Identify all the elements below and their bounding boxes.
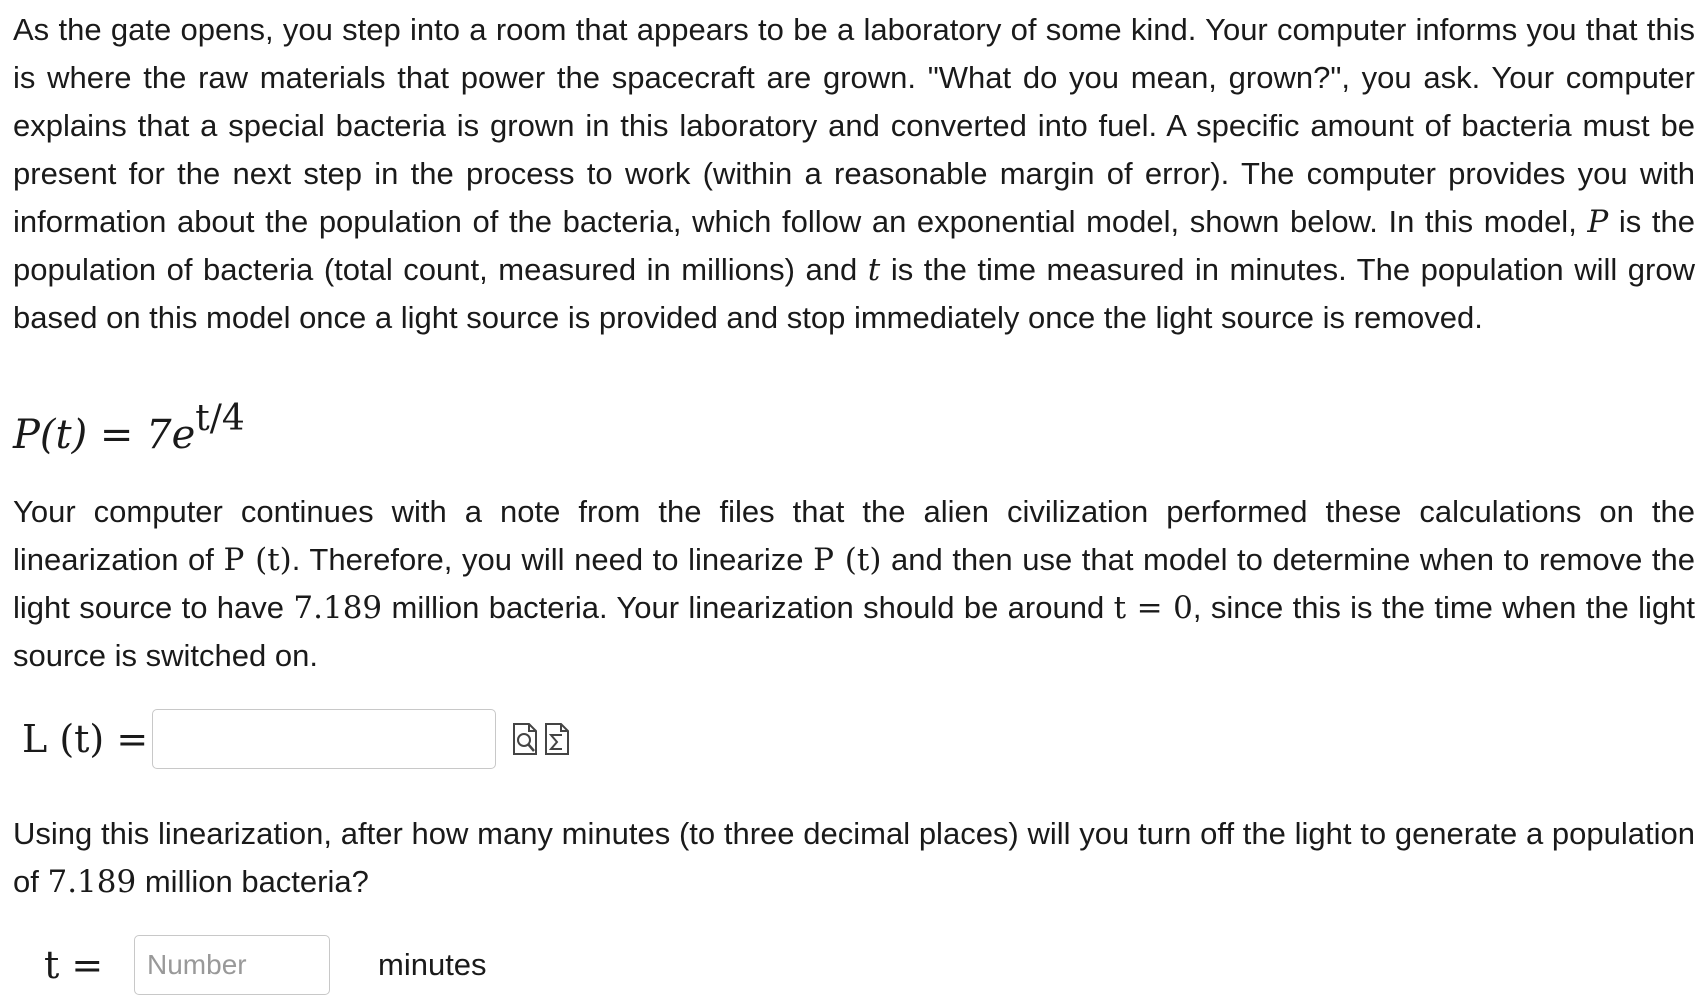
time-label: t = — [44, 943, 104, 987]
math-t-equals-zero: t = 0 — [1113, 590, 1193, 626]
intro-text-mid: is the population of bacteria (total count, measured in millions) and — [13, 204, 1695, 287]
intro-text: As the gate opens, you step into a room that appears to be a laboratory of some kind. Your computer informs you that this is where the raw materials that power the spacecraft are grown. "What do you mean, grown?", you ask. Your computer explains that a special bacteria is grown in this laboratory and converted into fuel. A specific amount of bacteria must be present for the next step in the process to work (within a reasonable margin of error). The computer provides you with information about the population of the bacteria, which follow an exponential model, shown below. In this model, — [13, 12, 1695, 239]
linearization-input[interactable] — [152, 709, 496, 769]
instruction-paragraph — [13, 488, 1695, 680]
math-p-of-t: P (t) — [223, 542, 292, 578]
question-text-b: million bacteria? — [144, 864, 369, 899]
var-p: P — [1587, 204, 1609, 240]
equation-editor-icon[interactable] — [544, 720, 570, 758]
time-answer-row — [44, 934, 487, 996]
math-p-of-t-2: P (t) — [813, 542, 882, 578]
time-units: minutes — [378, 947, 487, 982]
intro-paragraph — [13, 6, 1695, 342]
instruction-text-d: million bacteria. Your linearization should be around — [391, 590, 1105, 625]
time-number-input[interactable] — [134, 935, 330, 995]
intro-text-end: is the time measured in minutes. The population will grow based on this model once a light source is provided and stop immediately once the light source is removed. — [13, 252, 1695, 335]
instruction-text-c: and then use that model to determine when to remove the light source to have — [13, 542, 1696, 625]
instruction-text-e: , since this is the time when the light source is switched on. — [13, 590, 1696, 673]
input-tools — [506, 720, 570, 758]
math-target-value-2: 7.189 — [47, 864, 137, 900]
question-paragraph — [13, 810, 1695, 906]
preview-icon[interactable] — [512, 720, 538, 758]
formula-exponent: t/4 — [195, 398, 245, 439]
population-formula — [13, 398, 245, 462]
question-text-a: Using this linearization, after how many minutes (to three decimal places) will you turn off the light to generate a population of — [13, 816, 1695, 899]
instruction-text-b: . Therefore, you will need to linearize — [291, 542, 804, 577]
instruction-text-a: Your computer continues with a note from the files that the alien civilization performed these calculations on the linearization of — [13, 494, 1695, 577]
var-t: t — [867, 252, 881, 288]
linearization-answer-row — [22, 708, 570, 770]
linearization-label: L (t) = — [22, 717, 149, 761]
formula-lhs: P(t) = 7e — [13, 412, 196, 458]
math-target-value: 7.189 — [293, 590, 383, 626]
